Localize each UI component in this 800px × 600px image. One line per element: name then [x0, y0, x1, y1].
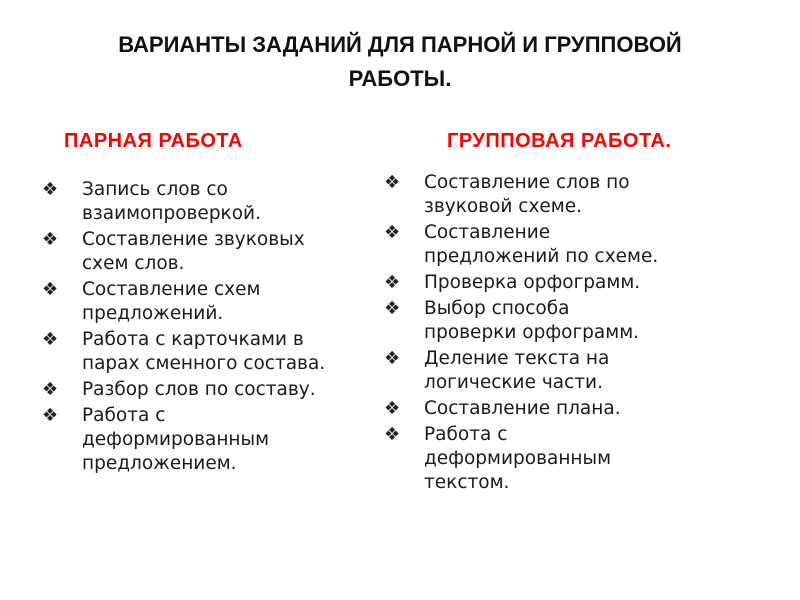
list-item	[384, 423, 744, 495]
list-item	[384, 271, 744, 295]
diamond-bullet-icon: ❖	[42, 179, 59, 200]
list-item-text	[82, 328, 372, 376]
list-item	[384, 171, 744, 219]
diamond-bullet-icon: ❖	[42, 279, 59, 300]
list-item-line: Составление слов по	[424, 172, 630, 193]
diamond-bullet-icon: ❖	[42, 405, 59, 426]
diamond-bullet-icon: ❖	[384, 272, 401, 293]
list-item-line: предложений по схеме.	[424, 246, 659, 267]
list-item-line: предложением.	[82, 453, 237, 474]
list-item-line: Составление схем	[82, 279, 261, 300]
list-item	[384, 397, 744, 421]
list-item-line: Составление	[424, 222, 551, 243]
list-item-line: Работа с	[82, 405, 166, 426]
list-item	[42, 178, 372, 226]
list-item-line: Составление звуковых	[82, 229, 305, 250]
list-item-line: Работа с	[424, 424, 508, 445]
list-item-line: звуковой схеме.	[424, 196, 583, 217]
pair-work-heading: ПАРНАЯ РАБОТА	[64, 130, 243, 152]
list-item	[42, 378, 372, 402]
diamond-bullet-icon: ❖	[384, 172, 401, 193]
list-item-line: Разбор слов по составу.	[82, 379, 316, 400]
diamond-bullet-icon: ❖	[384, 398, 401, 419]
list-item-line: логические части.	[424, 372, 603, 393]
list-item-line: Запись слов со	[82, 179, 228, 200]
list-item-text	[82, 404, 372, 476]
list-item-line: предложений.	[82, 303, 224, 324]
list-item	[42, 404, 372, 476]
list-item-text	[424, 397, 744, 421]
list-item-text	[424, 347, 744, 395]
diamond-bullet-icon: ❖	[384, 348, 401, 369]
list-item	[384, 297, 744, 345]
list-item-text	[424, 171, 744, 219]
list-item-text	[424, 423, 744, 495]
list-item-line: деформированным	[82, 429, 270, 450]
list-item-line: схем слов.	[82, 253, 185, 274]
list-item-line: Составление плана.	[424, 398, 621, 419]
slide-title	[40, 28, 760, 96]
diamond-bullet-icon: ❖	[384, 222, 401, 243]
list-item	[384, 221, 744, 269]
group-work-list	[384, 171, 744, 497]
slide-title-line-2: РАБОТЫ.	[348, 66, 452, 91]
diamond-bullet-icon: ❖	[42, 329, 59, 350]
list-item	[42, 228, 372, 276]
diamond-bullet-icon: ❖	[42, 379, 59, 400]
list-item-text	[424, 221, 744, 269]
list-item-text	[82, 378, 372, 402]
pair-work-list	[42, 178, 372, 478]
list-item-text	[82, 278, 372, 326]
list-item	[42, 278, 372, 326]
group-work-heading: ГРУППОВАЯ РАБОТА.	[447, 130, 672, 152]
list-item	[42, 328, 372, 376]
diamond-bullet-icon: ❖	[42, 229, 59, 250]
list-item-line: деформированным	[424, 448, 612, 469]
diamond-bullet-icon: ❖	[384, 424, 401, 445]
list-item	[384, 347, 744, 395]
list-item-line: Проверка орфограмм.	[424, 272, 641, 293]
slide-title-line-1: ВАРИАНТЫ ЗАДАНИЙ ДЛЯ ПАРНОЙ И ГРУППОВОЙ	[118, 32, 682, 57]
list-item-text	[424, 297, 744, 345]
list-item-line: Выбор способа	[424, 298, 570, 319]
list-item-text	[424, 271, 744, 295]
list-item-line: текстом.	[424, 472, 510, 493]
list-item-line: Деление текста на	[424, 348, 610, 369]
list-item-line: проверки орфограмм.	[424, 322, 640, 343]
list-item-line: парах сменного состава.	[82, 353, 326, 374]
list-item-line: взаимопроверкой.	[82, 203, 261, 224]
diamond-bullet-icon: ❖	[384, 298, 401, 319]
list-item-text	[82, 178, 372, 226]
list-item-line: Работа с карточками в	[82, 329, 304, 350]
list-item-text	[82, 228, 372, 276]
